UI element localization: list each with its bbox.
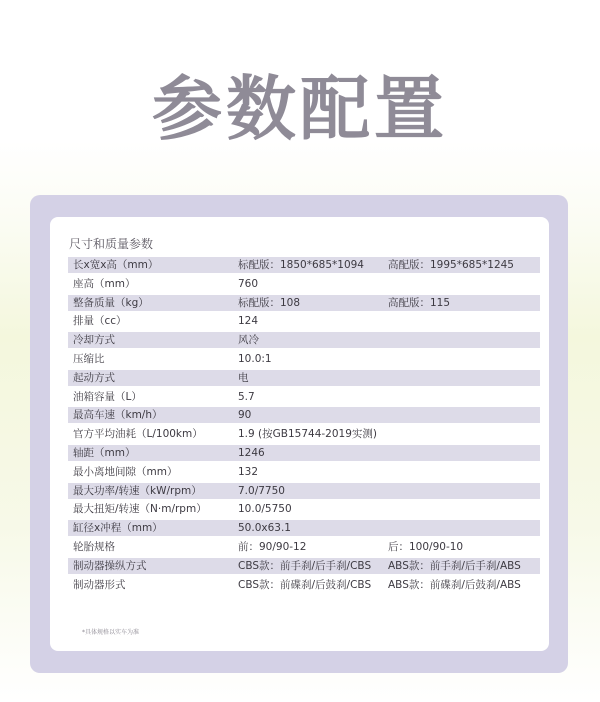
spec-value: CBS款：前手刹/后手刹/CBS xyxy=(238,559,372,572)
spec-panel xyxy=(30,195,568,673)
spec-value: 标配版：1850*685*1094 xyxy=(238,259,364,271)
page-title: 参数配置 xyxy=(152,68,448,150)
spec-value: 电 xyxy=(238,371,249,384)
spec-label: 轮胎规格 xyxy=(73,540,115,553)
spec-label: 油箱容量（L） xyxy=(73,390,142,403)
table-row xyxy=(68,276,540,292)
spec-value: CBS款：前碟刹/后鼓刹/CBS xyxy=(238,578,372,591)
table-row xyxy=(68,351,540,367)
table-row xyxy=(68,501,540,517)
spec-label: 轴距（mm） xyxy=(73,446,136,459)
spec-label: 最大扭矩/转速（N·m/rpm） xyxy=(73,503,207,516)
table-row xyxy=(68,483,540,499)
spec-label: 座高（mm） xyxy=(73,277,136,290)
spec-value: 1.9 (按GB15744-2019实测) xyxy=(238,428,377,441)
spec-value: 7.0/7750 xyxy=(238,484,285,497)
table-row xyxy=(68,332,540,348)
table-row xyxy=(68,464,540,480)
spec-card xyxy=(50,217,549,651)
spec-label: 长x宽x高（mm） xyxy=(73,259,159,271)
spec-value: 1246 xyxy=(238,446,265,459)
spec-label: 排量（cc） xyxy=(73,315,127,328)
table-row xyxy=(68,295,540,311)
spec-label: 冷却方式 xyxy=(73,334,115,347)
spec-table xyxy=(68,257,540,595)
spec-label: 最小离地间隙（mm） xyxy=(73,465,178,478)
spec-label: 最高车速（km/h） xyxy=(73,409,163,422)
spec-label: 制动器形式 xyxy=(73,578,126,591)
spec-value: 132 xyxy=(238,465,259,478)
table-row xyxy=(68,520,540,536)
spec-value: 10.0/5750 xyxy=(238,503,292,516)
table-row xyxy=(68,370,540,386)
table-row xyxy=(68,558,540,574)
spec-value: 10.0:1 xyxy=(238,352,272,365)
spec-value: ABS款：前手刹/后手刹/ABS xyxy=(388,559,521,572)
spec-value: 90 xyxy=(238,409,252,422)
spec-value: 124 xyxy=(238,315,259,328)
table-row xyxy=(68,389,540,405)
spec-label: 整备质量（kg） xyxy=(73,296,149,309)
table-row xyxy=(68,577,540,593)
spec-value: 760 xyxy=(238,277,259,290)
spec-value: 风冷 xyxy=(238,334,259,347)
spec-label: 官方平均油耗（L/100km） xyxy=(73,428,203,441)
spec-value: 5.7 xyxy=(238,390,255,403)
table-row xyxy=(68,313,540,329)
table-row xyxy=(68,407,540,423)
table-row xyxy=(68,426,540,442)
spec-value: ABS款：前碟刹/后鼓刹/ABS xyxy=(388,578,521,591)
spec-value: 50.0x63.1 xyxy=(238,522,291,535)
table-row xyxy=(68,539,540,555)
section-title: 尺寸和质量参数 xyxy=(69,237,154,251)
spec-label: 最大功率/转速（kW/rpm） xyxy=(73,484,202,497)
footnote: *具体规格以实车为准 xyxy=(82,629,140,636)
spec-label: 制动器操纵方式 xyxy=(73,559,147,572)
table-row xyxy=(68,445,540,461)
spec-value: 标配版：108 xyxy=(238,296,301,309)
spec-value: 高配版：115 xyxy=(388,296,451,309)
spec-label: 压缩比 xyxy=(73,352,105,365)
spec-value: 高配版：1995*685*1245 xyxy=(388,259,514,271)
table-row xyxy=(68,257,540,273)
spec-label: 缸径x冲程（mm） xyxy=(73,522,163,535)
spec-value: 前：90/90-12 xyxy=(238,540,307,553)
spec-value: 后：100/90-10 xyxy=(388,540,464,553)
spec-label: 起动方式 xyxy=(73,371,115,384)
